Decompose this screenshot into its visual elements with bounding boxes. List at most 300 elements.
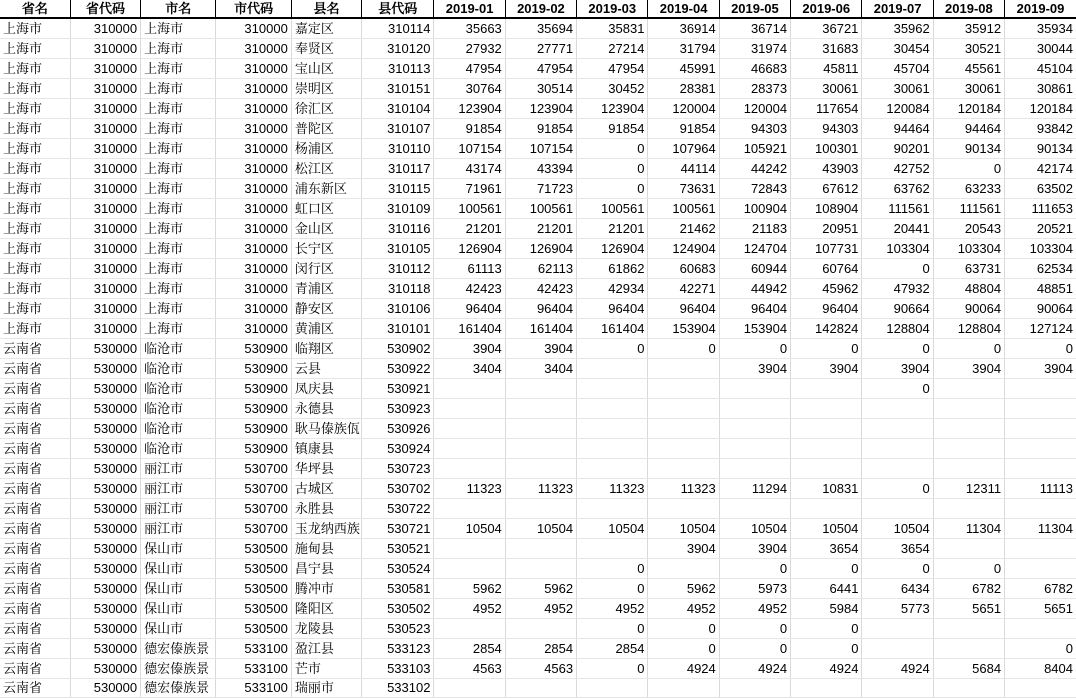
cell-m09[interactable]: 20521 xyxy=(1005,219,1076,239)
cell-m05[interactable]: 94303 xyxy=(719,119,790,139)
cell-provcode[interactable]: 310000 xyxy=(70,79,140,99)
cell-cnty[interactable]: 华坪县 xyxy=(291,459,361,479)
cell-m09[interactable]: 11113 xyxy=(1005,479,1076,499)
table-row[interactable] xyxy=(0,79,1076,99)
cell-provcode[interactable]: 530000 xyxy=(70,499,140,519)
cell-citycode[interactable]: 530900 xyxy=(216,399,291,419)
cell-citycode[interactable]: 530900 xyxy=(216,359,291,379)
cell-m05[interactable]: 4924 xyxy=(719,659,790,679)
cell-provcode[interactable]: 530000 xyxy=(70,519,140,539)
cell-m05[interactable]: 0 xyxy=(719,619,790,639)
cell-cntycode[interactable]: 530926 xyxy=(362,419,434,439)
cell-m01[interactable]: 5962 xyxy=(434,579,505,599)
cell-m09[interactable]: 35934 xyxy=(1005,18,1076,39)
cell-m02[interactable]: 2854 xyxy=(505,639,576,659)
cell-m09[interactable]: 103304 xyxy=(1005,239,1076,259)
cell-cnty[interactable]: 隆阳区 xyxy=(291,599,361,619)
column-header-m03[interactable]: 2019-03 xyxy=(577,0,648,18)
cell-m07[interactable]: 5773 xyxy=(862,599,933,619)
cell-m09[interactable]: 63502 xyxy=(1005,179,1076,199)
cell-m08[interactable] xyxy=(933,639,1004,659)
cell-cnty[interactable]: 永胜县 xyxy=(291,499,361,519)
cell-citycode[interactable]: 530900 xyxy=(216,419,291,439)
cell-m05[interactable]: 3904 xyxy=(719,359,790,379)
cell-m04[interactable]: 31794 xyxy=(648,39,719,59)
cell-citycode[interactable]: 310000 xyxy=(216,18,291,39)
cell-citycode[interactable]: 310000 xyxy=(216,59,291,79)
cell-m02[interactable]: 107154 xyxy=(505,139,576,159)
cell-m03[interactable]: 0 xyxy=(577,159,648,179)
cell-m08[interactable]: 63731 xyxy=(933,259,1004,279)
cell-m08[interactable]: 20543 xyxy=(933,219,1004,239)
cell-city[interactable]: 上海市 xyxy=(141,59,216,79)
cell-m06[interactable]: 4924 xyxy=(791,659,862,679)
cell-m05[interactable]: 153904 xyxy=(719,319,790,339)
cell-prov[interactable]: 上海市 xyxy=(0,99,70,119)
cell-provcode[interactable]: 310000 xyxy=(70,18,140,39)
table-row[interactable] xyxy=(0,439,1076,459)
cell-m03[interactable]: 30452 xyxy=(577,79,648,99)
cell-m09[interactable] xyxy=(1005,439,1076,459)
cell-prov[interactable]: 上海市 xyxy=(0,239,70,259)
cell-m08[interactable] xyxy=(933,539,1004,559)
cell-m08[interactable] xyxy=(933,439,1004,459)
cell-citycode[interactable]: 310000 xyxy=(216,119,291,139)
cell-provcode[interactable]: 310000 xyxy=(70,199,140,219)
cell-m05[interactable]: 44242 xyxy=(719,159,790,179)
cell-m03[interactable]: 47954 xyxy=(577,59,648,79)
cell-m06[interactable]: 31683 xyxy=(791,39,862,59)
cell-m07[interactable]: 0 xyxy=(862,559,933,579)
cell-prov[interactable]: 上海市 xyxy=(0,18,70,39)
cell-m01[interactable]: 107154 xyxy=(434,139,505,159)
cell-m09[interactable]: 3904 xyxy=(1005,359,1076,379)
table-row[interactable] xyxy=(0,519,1076,539)
cell-cnty[interactable]: 普陀区 xyxy=(291,119,361,139)
cell-cnty[interactable]: 龙陵县 xyxy=(291,619,361,639)
cell-m05[interactable] xyxy=(719,419,790,439)
cell-m09[interactable]: 30044 xyxy=(1005,39,1076,59)
cell-m04[interactable]: 45991 xyxy=(648,59,719,79)
column-header-m09[interactable]: 2019-09 xyxy=(1005,0,1076,18)
cell-prov[interactable]: 云南省 xyxy=(0,459,70,479)
cell-cnty[interactable]: 施甸县 xyxy=(291,539,361,559)
cell-cnty[interactable]: 云县 xyxy=(291,359,361,379)
cell-m08[interactable] xyxy=(933,679,1004,698)
cell-m01[interactable] xyxy=(434,419,505,439)
table-row[interactable] xyxy=(0,39,1076,59)
table-row[interactable] xyxy=(0,339,1076,359)
cell-m06[interactable]: 36721 xyxy=(791,18,862,39)
cell-m02[interactable]: 5962 xyxy=(505,579,576,599)
cell-m04[interactable]: 0 xyxy=(648,619,719,639)
cell-m01[interactable] xyxy=(434,619,505,639)
cell-city[interactable]: 临沧市 xyxy=(141,419,216,439)
table-row[interactable] xyxy=(0,359,1076,379)
cell-m05[interactable]: 100904 xyxy=(719,199,790,219)
cell-m08[interactable]: 5684 xyxy=(933,659,1004,679)
cell-m01[interactable]: 4952 xyxy=(434,599,505,619)
cell-m03[interactable]: 96404 xyxy=(577,299,648,319)
cell-m03[interactable]: 0 xyxy=(577,179,648,199)
cell-cnty[interactable]: 镇康县 xyxy=(291,439,361,459)
cell-m07[interactable]: 35962 xyxy=(862,18,933,39)
cell-m05[interactable] xyxy=(719,379,790,399)
cell-city[interactable]: 上海市 xyxy=(141,159,216,179)
cell-m04[interactable]: 21462 xyxy=(648,219,719,239)
cell-m01[interactable] xyxy=(434,559,505,579)
cell-m05[interactable]: 5973 xyxy=(719,579,790,599)
cell-m08[interactable]: 0 xyxy=(933,339,1004,359)
cell-m08[interactable]: 30521 xyxy=(933,39,1004,59)
cell-m05[interactable]: 60944 xyxy=(719,259,790,279)
cell-provcode[interactable]: 310000 xyxy=(70,119,140,139)
cell-prov[interactable]: 上海市 xyxy=(0,259,70,279)
cell-m01[interactable]: 42423 xyxy=(434,279,505,299)
cell-m03[interactable]: 21201 xyxy=(577,219,648,239)
cell-m06[interactable]: 108904 xyxy=(791,199,862,219)
cell-m09[interactable]: 90134 xyxy=(1005,139,1076,159)
cell-m04[interactable]: 11323 xyxy=(648,479,719,499)
cell-m09[interactable]: 111653 xyxy=(1005,199,1076,219)
cell-m06[interactable]: 5984 xyxy=(791,599,862,619)
cell-m07[interactable] xyxy=(862,619,933,639)
cell-city[interactable]: 临沧市 xyxy=(141,339,216,359)
cell-city[interactable]: 保山市 xyxy=(141,599,216,619)
cell-m05[interactable]: 3904 xyxy=(719,539,790,559)
cell-m01[interactable]: 123904 xyxy=(434,99,505,119)
cell-m06[interactable]: 117654 xyxy=(791,99,862,119)
column-header-m06[interactable]: 2019-06 xyxy=(791,0,862,18)
cell-m05[interactable]: 10504 xyxy=(719,519,790,539)
cell-cntycode[interactable]: 310110 xyxy=(362,139,434,159)
table-row[interactable] xyxy=(0,159,1076,179)
cell-cnty[interactable]: 杨浦区 xyxy=(291,139,361,159)
cell-m09[interactable] xyxy=(1005,379,1076,399)
cell-provcode[interactable]: 530000 xyxy=(70,339,140,359)
cell-prov[interactable]: 云南省 xyxy=(0,419,70,439)
cell-cnty[interactable]: 奉贤区 xyxy=(291,39,361,59)
cell-m07[interactable]: 0 xyxy=(862,259,933,279)
table-row[interactable] xyxy=(0,659,1076,679)
cell-city[interactable]: 丽江市 xyxy=(141,479,216,499)
cell-citycode[interactable]: 310000 xyxy=(216,159,291,179)
column-header-citycode[interactable]: 市代码 xyxy=(216,0,291,18)
cell-citycode[interactable]: 310000 xyxy=(216,139,291,159)
cell-m09[interactable]: 8404 xyxy=(1005,659,1076,679)
cell-m07[interactable] xyxy=(862,419,933,439)
cell-m04[interactable] xyxy=(648,419,719,439)
cell-m08[interactable] xyxy=(933,499,1004,519)
cell-m05[interactable]: 96404 xyxy=(719,299,790,319)
cell-m05[interactable]: 11294 xyxy=(719,479,790,499)
cell-prov[interactable]: 上海市 xyxy=(0,319,70,339)
cell-m08[interactable]: 3904 xyxy=(933,359,1004,379)
cell-m01[interactable]: 96404 xyxy=(434,299,505,319)
cell-m02[interactable]: 27771 xyxy=(505,39,576,59)
cell-m07[interactable]: 63762 xyxy=(862,179,933,199)
cell-m04[interactable] xyxy=(648,359,719,379)
cell-m02[interactable] xyxy=(505,439,576,459)
cell-cntycode[interactable]: 310112 xyxy=(362,259,434,279)
cell-cntycode[interactable]: 310151 xyxy=(362,79,434,99)
cell-city[interactable]: 临沧市 xyxy=(141,399,216,419)
cell-cnty[interactable]: 古城区 xyxy=(291,479,361,499)
cell-prov[interactable]: 云南省 xyxy=(0,539,70,559)
cell-prov[interactable]: 云南省 xyxy=(0,519,70,539)
cell-m08[interactable]: 128804 xyxy=(933,319,1004,339)
column-header-m08[interactable]: 2019-08 xyxy=(933,0,1004,18)
cell-provcode[interactable]: 530000 xyxy=(70,679,140,698)
cell-m04[interactable]: 124904 xyxy=(648,239,719,259)
cell-m02[interactable]: 126904 xyxy=(505,239,576,259)
cell-m02[interactable]: 3904 xyxy=(505,339,576,359)
cell-citycode[interactable]: 530700 xyxy=(216,459,291,479)
cell-cnty[interactable]: 玉龙纳西族 xyxy=(291,519,361,539)
cell-prov[interactable]: 上海市 xyxy=(0,159,70,179)
cell-m04[interactable] xyxy=(648,459,719,479)
table-row[interactable] xyxy=(0,239,1076,259)
cell-prov[interactable]: 云南省 xyxy=(0,639,70,659)
cell-m05[interactable]: 105921 xyxy=(719,139,790,159)
cell-provcode[interactable]: 310000 xyxy=(70,259,140,279)
cell-m08[interactable]: 0 xyxy=(933,559,1004,579)
cell-cntycode[interactable]: 533102 xyxy=(362,679,434,698)
cell-m03[interactable]: 11323 xyxy=(577,479,648,499)
cell-cntycode[interactable]: 533103 xyxy=(362,659,434,679)
cell-provcode[interactable]: 310000 xyxy=(70,39,140,59)
cell-citycode[interactable]: 310000 xyxy=(216,279,291,299)
cell-citycode[interactable]: 530500 xyxy=(216,539,291,559)
cell-m03[interactable] xyxy=(577,419,648,439)
cell-m05[interactable] xyxy=(719,499,790,519)
cell-cntycode[interactable]: 530581 xyxy=(362,579,434,599)
cell-m06[interactable]: 45811 xyxy=(791,59,862,79)
cell-m08[interactable] xyxy=(933,399,1004,419)
cell-m03[interactable] xyxy=(577,359,648,379)
cell-prov[interactable]: 上海市 xyxy=(0,279,70,299)
cell-citycode[interactable]: 310000 xyxy=(216,299,291,319)
cell-city[interactable]: 丽江市 xyxy=(141,459,216,479)
cell-provcode[interactable]: 530000 xyxy=(70,439,140,459)
cell-m04[interactable]: 107964 xyxy=(648,139,719,159)
table-row[interactable] xyxy=(0,99,1076,119)
cell-prov[interactable]: 上海市 xyxy=(0,39,70,59)
cell-m02[interactable]: 35694 xyxy=(505,18,576,39)
cell-m02[interactable] xyxy=(505,619,576,639)
cell-provcode[interactable]: 530000 xyxy=(70,539,140,559)
cell-m05[interactable]: 44942 xyxy=(719,279,790,299)
cell-prov[interactable]: 上海市 xyxy=(0,179,70,199)
cell-m08[interactable]: 5651 xyxy=(933,599,1004,619)
cell-m09[interactable]: 0 xyxy=(1005,339,1076,359)
cell-m06[interactable]: 3904 xyxy=(791,359,862,379)
cell-m05[interactable]: 0 xyxy=(719,639,790,659)
cell-provcode[interactable]: 530000 xyxy=(70,479,140,499)
cell-m01[interactable] xyxy=(434,679,505,698)
cell-city[interactable]: 保山市 xyxy=(141,559,216,579)
cell-m02[interactable]: 161404 xyxy=(505,319,576,339)
cell-m05[interactable]: 120004 xyxy=(719,99,790,119)
cell-provcode[interactable]: 310000 xyxy=(70,159,140,179)
cell-m01[interactable]: 2854 xyxy=(434,639,505,659)
cell-m07[interactable] xyxy=(862,459,933,479)
cell-m04[interactable]: 73631 xyxy=(648,179,719,199)
cell-m02[interactable]: 42423 xyxy=(505,279,576,299)
cell-cnty[interactable]: 昌宁县 xyxy=(291,559,361,579)
cell-m08[interactable]: 11304 xyxy=(933,519,1004,539)
cell-city[interactable]: 临沧市 xyxy=(141,379,216,399)
column-header-m01[interactable]: 2019-01 xyxy=(434,0,505,18)
cell-m09[interactable] xyxy=(1005,619,1076,639)
cell-cntycode[interactable]: 530922 xyxy=(362,359,434,379)
cell-m06[interactable]: 67612 xyxy=(791,179,862,199)
cell-provcode[interactable]: 310000 xyxy=(70,279,140,299)
cell-citycode[interactable]: 530700 xyxy=(216,479,291,499)
cell-m02[interactable]: 123904 xyxy=(505,99,576,119)
cell-m03[interactable]: 0 xyxy=(577,579,648,599)
cell-cntycode[interactable]: 310109 xyxy=(362,199,434,219)
cell-m02[interactable]: 43394 xyxy=(505,159,576,179)
table-row[interactable] xyxy=(0,179,1076,199)
cell-m09[interactable]: 30861 xyxy=(1005,79,1076,99)
cell-provcode[interactable]: 310000 xyxy=(70,139,140,159)
cell-cnty[interactable]: 浦东新区 xyxy=(291,179,361,199)
cell-m01[interactable]: 100561 xyxy=(434,199,505,219)
cell-m06[interactable]: 6441 xyxy=(791,579,862,599)
cell-m06[interactable]: 10831 xyxy=(791,479,862,499)
cell-citycode[interactable]: 530900 xyxy=(216,379,291,399)
cell-m04[interactable]: 10504 xyxy=(648,519,719,539)
cell-citycode[interactable]: 530500 xyxy=(216,579,291,599)
cell-m01[interactable] xyxy=(434,399,505,419)
table-row[interactable] xyxy=(0,259,1076,279)
cell-m03[interactable]: 42934 xyxy=(577,279,648,299)
cell-city[interactable]: 丽江市 xyxy=(141,499,216,519)
cell-provcode[interactable]: 530000 xyxy=(70,579,140,599)
cell-m04[interactable]: 3904 xyxy=(648,539,719,559)
cell-m01[interactable]: 47954 xyxy=(434,59,505,79)
cell-m01[interactable]: 91854 xyxy=(434,119,505,139)
cell-city[interactable]: 德宏傣族景 xyxy=(141,659,216,679)
cell-m03[interactable]: 0 xyxy=(577,559,648,579)
cell-prov[interactable]: 上海市 xyxy=(0,219,70,239)
cell-m07[interactable] xyxy=(862,679,933,698)
cell-city[interactable]: 上海市 xyxy=(141,219,216,239)
cell-cnty[interactable]: 芒市 xyxy=(291,659,361,679)
cell-city[interactable]: 临沧市 xyxy=(141,359,216,379)
cell-m08[interactable] xyxy=(933,379,1004,399)
cell-m08[interactable] xyxy=(933,619,1004,639)
cell-citycode[interactable]: 310000 xyxy=(216,179,291,199)
cell-m09[interactable]: 0 xyxy=(1005,639,1076,659)
cell-cntycode[interactable]: 530523 xyxy=(362,619,434,639)
cell-m01[interactable]: 11323 xyxy=(434,479,505,499)
cell-m07[interactable]: 0 xyxy=(862,479,933,499)
column-header-cntycode[interactable]: 县代码 xyxy=(362,0,434,18)
cell-citycode[interactable]: 530500 xyxy=(216,619,291,639)
cell-m04[interactable]: 28381 xyxy=(648,79,719,99)
cell-m09[interactable] xyxy=(1005,539,1076,559)
cell-m03[interactable]: 91854 xyxy=(577,119,648,139)
cell-citycode[interactable]: 310000 xyxy=(216,219,291,239)
cell-m07[interactable]: 120084 xyxy=(862,99,933,119)
cell-m09[interactable] xyxy=(1005,459,1076,479)
cell-m07[interactable]: 0 xyxy=(862,339,933,359)
table-row[interactable] xyxy=(0,319,1076,339)
cell-cntycode[interactable]: 530902 xyxy=(362,339,434,359)
cell-m05[interactable] xyxy=(719,679,790,698)
cell-m04[interactable] xyxy=(648,679,719,698)
cell-m07[interactable]: 30454 xyxy=(862,39,933,59)
cell-m06[interactable]: 100301 xyxy=(791,139,862,159)
column-header-prov[interactable]: 省名 xyxy=(0,0,70,18)
column-header-m05[interactable]: 2019-05 xyxy=(719,0,790,18)
cell-m07[interactable]: 3654 xyxy=(862,539,933,559)
cell-m08[interactable]: 12311 xyxy=(933,479,1004,499)
cell-m02[interactable] xyxy=(505,539,576,559)
cell-m06[interactable] xyxy=(791,399,862,419)
cell-m06[interactable]: 0 xyxy=(791,559,862,579)
cell-m02[interactable]: 3404 xyxy=(505,359,576,379)
cell-m04[interactable]: 4952 xyxy=(648,599,719,619)
cell-citycode[interactable]: 530700 xyxy=(216,519,291,539)
table-row[interactable] xyxy=(0,559,1076,579)
cell-cntycode[interactable]: 530524 xyxy=(362,559,434,579)
cell-cnty[interactable]: 崇明区 xyxy=(291,79,361,99)
cell-prov[interactable]: 上海市 xyxy=(0,79,70,99)
cell-m02[interactable]: 30514 xyxy=(505,79,576,99)
cell-m05[interactable]: 28373 xyxy=(719,79,790,99)
cell-m03[interactable] xyxy=(577,379,648,399)
cell-city[interactable]: 上海市 xyxy=(141,179,216,199)
cell-m04[interactable]: 100561 xyxy=(648,199,719,219)
cell-m09[interactable] xyxy=(1005,499,1076,519)
cell-cntycode[interactable]: 310106 xyxy=(362,299,434,319)
cell-m07[interactable]: 6434 xyxy=(862,579,933,599)
cell-m08[interactable]: 90134 xyxy=(933,139,1004,159)
cell-m05[interactable]: 36714 xyxy=(719,18,790,39)
cell-cntycode[interactable]: 310115 xyxy=(362,179,434,199)
cell-m06[interactable]: 20951 xyxy=(791,219,862,239)
cell-m01[interactable]: 10504 xyxy=(434,519,505,539)
cell-m02[interactable] xyxy=(505,399,576,419)
cell-prov[interactable]: 云南省 xyxy=(0,559,70,579)
cell-m03[interactable] xyxy=(577,679,648,698)
cell-cnty[interactable]: 虹口区 xyxy=(291,199,361,219)
cell-m09[interactable] xyxy=(1005,679,1076,698)
cell-m06[interactable]: 0 xyxy=(791,619,862,639)
cell-m03[interactable]: 0 xyxy=(577,659,648,679)
cell-citycode[interactable]: 533100 xyxy=(216,639,291,659)
cell-m07[interactable]: 0 xyxy=(862,379,933,399)
cell-m06[interactable]: 0 xyxy=(791,339,862,359)
cell-provcode[interactable]: 530000 xyxy=(70,359,140,379)
cell-citycode[interactable]: 530500 xyxy=(216,559,291,579)
cell-m03[interactable]: 4952 xyxy=(577,599,648,619)
cell-m07[interactable]: 42752 xyxy=(862,159,933,179)
cell-m04[interactable]: 60683 xyxy=(648,259,719,279)
cell-cnty[interactable]: 瑞丽市 xyxy=(291,679,361,698)
cell-cntycode[interactable]: 310101 xyxy=(362,319,434,339)
cell-m07[interactable]: 94464 xyxy=(862,119,933,139)
cell-m02[interactable]: 91854 xyxy=(505,119,576,139)
cell-m01[interactable] xyxy=(434,439,505,459)
cell-m04[interactable]: 4924 xyxy=(648,659,719,679)
cell-city[interactable]: 上海市 xyxy=(141,239,216,259)
cell-m02[interactable]: 4563 xyxy=(505,659,576,679)
cell-m07[interactable] xyxy=(862,439,933,459)
